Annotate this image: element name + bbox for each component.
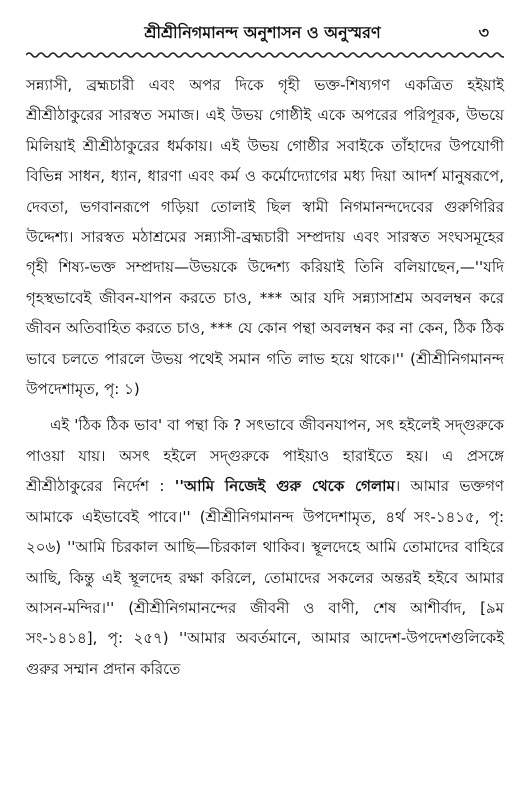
paragraph-2-bold-quote: ''আমি নিজেই গুরু থেকে গেলাম [174, 477, 395, 496]
body-text [26, 70, 504, 690]
wavy-divider-rule [26, 50, 504, 60]
page-number: ৩ [478, 23, 489, 42]
paragraph-2-text-end: । আমার ভক্তগণ আমাকে এইভাবেই পাবে।'' (শ্রীশ্রীনিগমানন্দ উপদেশামৃত, ৪র্থ সং-১৪১৫, পৃ: ২০৬) ''আমি চিরকাল আছি—চিরকাল থাকিব। স্থূলদেহে আমি তোমাদের বাহিরে আছি, কিন্তু এই স্থূলদেহ রক্ষা করিলে, তোমাদের সকলের অন্তরই হইবে আমার আসন-মন্দির।'' (শ্রীশ্রীনিগমানন্দের জীবনী ও বাণী, শেষ আশীর্বাদ, [৯ম সং-১৪১৪], পৃ: ২৫৭) ''আমার অবর্তমানে, আমার আদেশ-উপদেশগুলিকেই গুরুর সম্মান প্রদান করিতে [26, 477, 504, 678]
running-header [0, 18, 525, 46]
paragraph-1: সন্ন্যাসী, ব্রহ্মচারী এবং অপর দিকে গৃহী ভক্ত-শিষ্যগণ একত্রিত হইয়াই শ্রীশ্রীঠাকুরের সারস্বত সমাজ। এই উভয় গোষ্ঠীই একে অপরের পরিপূরক, উভয়ে মিলিয়াই শ্রীশ্রীঠাকুরের ধর্মকায়। এই উভয় গোষ্ঠীর সবাইকে তাঁহাদের উপযোগী বিভিন্ন সাধন, ধ্যান, ধারণা এবং কর্ম ও কর্মোদ্যোগের মধ্য দিয়া আদর্শ মানুষরূপে, দেবতা, ভগবানরূপে গড়িয়া তোলাই ছিল স্বামী নিগমানন্দদেবের গুরুগিরির উদ্দেশ্য। সারস্বত মঠাশ্রমের সন্ন্যাসী-ব্রহ্মচারী সম্প্রদায় এবং সারস্বত সংঘসমূহের গৃহী শিষ্য-ভক্ত সম্প্রদায়—উভয়কে উদ্দেশ্য করিয়াই তিনি বলিয়াছেন,—''যদি গৃহস্থভাবেই জীবন-যাপন করতে চাও, *** আর যদি সন্ন্যাসাশ্রম অবলম্বন করে জীবন অতিবাহিত করতে চাও, *** যে কোন পন্থা অবলম্বন কর না কেন, ঠিক ঠিক ভাবে চলতে পারলে উভয় পথেই সমান গতি লাভ হয়ে থাকে।'' (শ্রীশ্রীনিগমানন্দ উপদেশামৃত, পৃ: ১) [26, 76, 504, 399]
running-title: শ্রীশ্রীনিগমানন্দ অনুশাসন ও অনুস্মরণ [144, 23, 381, 42]
paragraph-2-text-start: এই 'ঠিক ঠিক ভাব' বা পন্থা কি ? সৎভাবে জীবনযাপন, সৎ হইলেই সদ্‌গুরুকে পাওয়া যায়। অসৎ হইলে সদ্‌গুরুকে পাইয়াও হারাইতে হয়। এ প্রসঙ্গে শ্রীশ্রীঠাকুরের নির্দেশ : [26, 416, 504, 496]
paragraph-2 [26, 410, 504, 684]
